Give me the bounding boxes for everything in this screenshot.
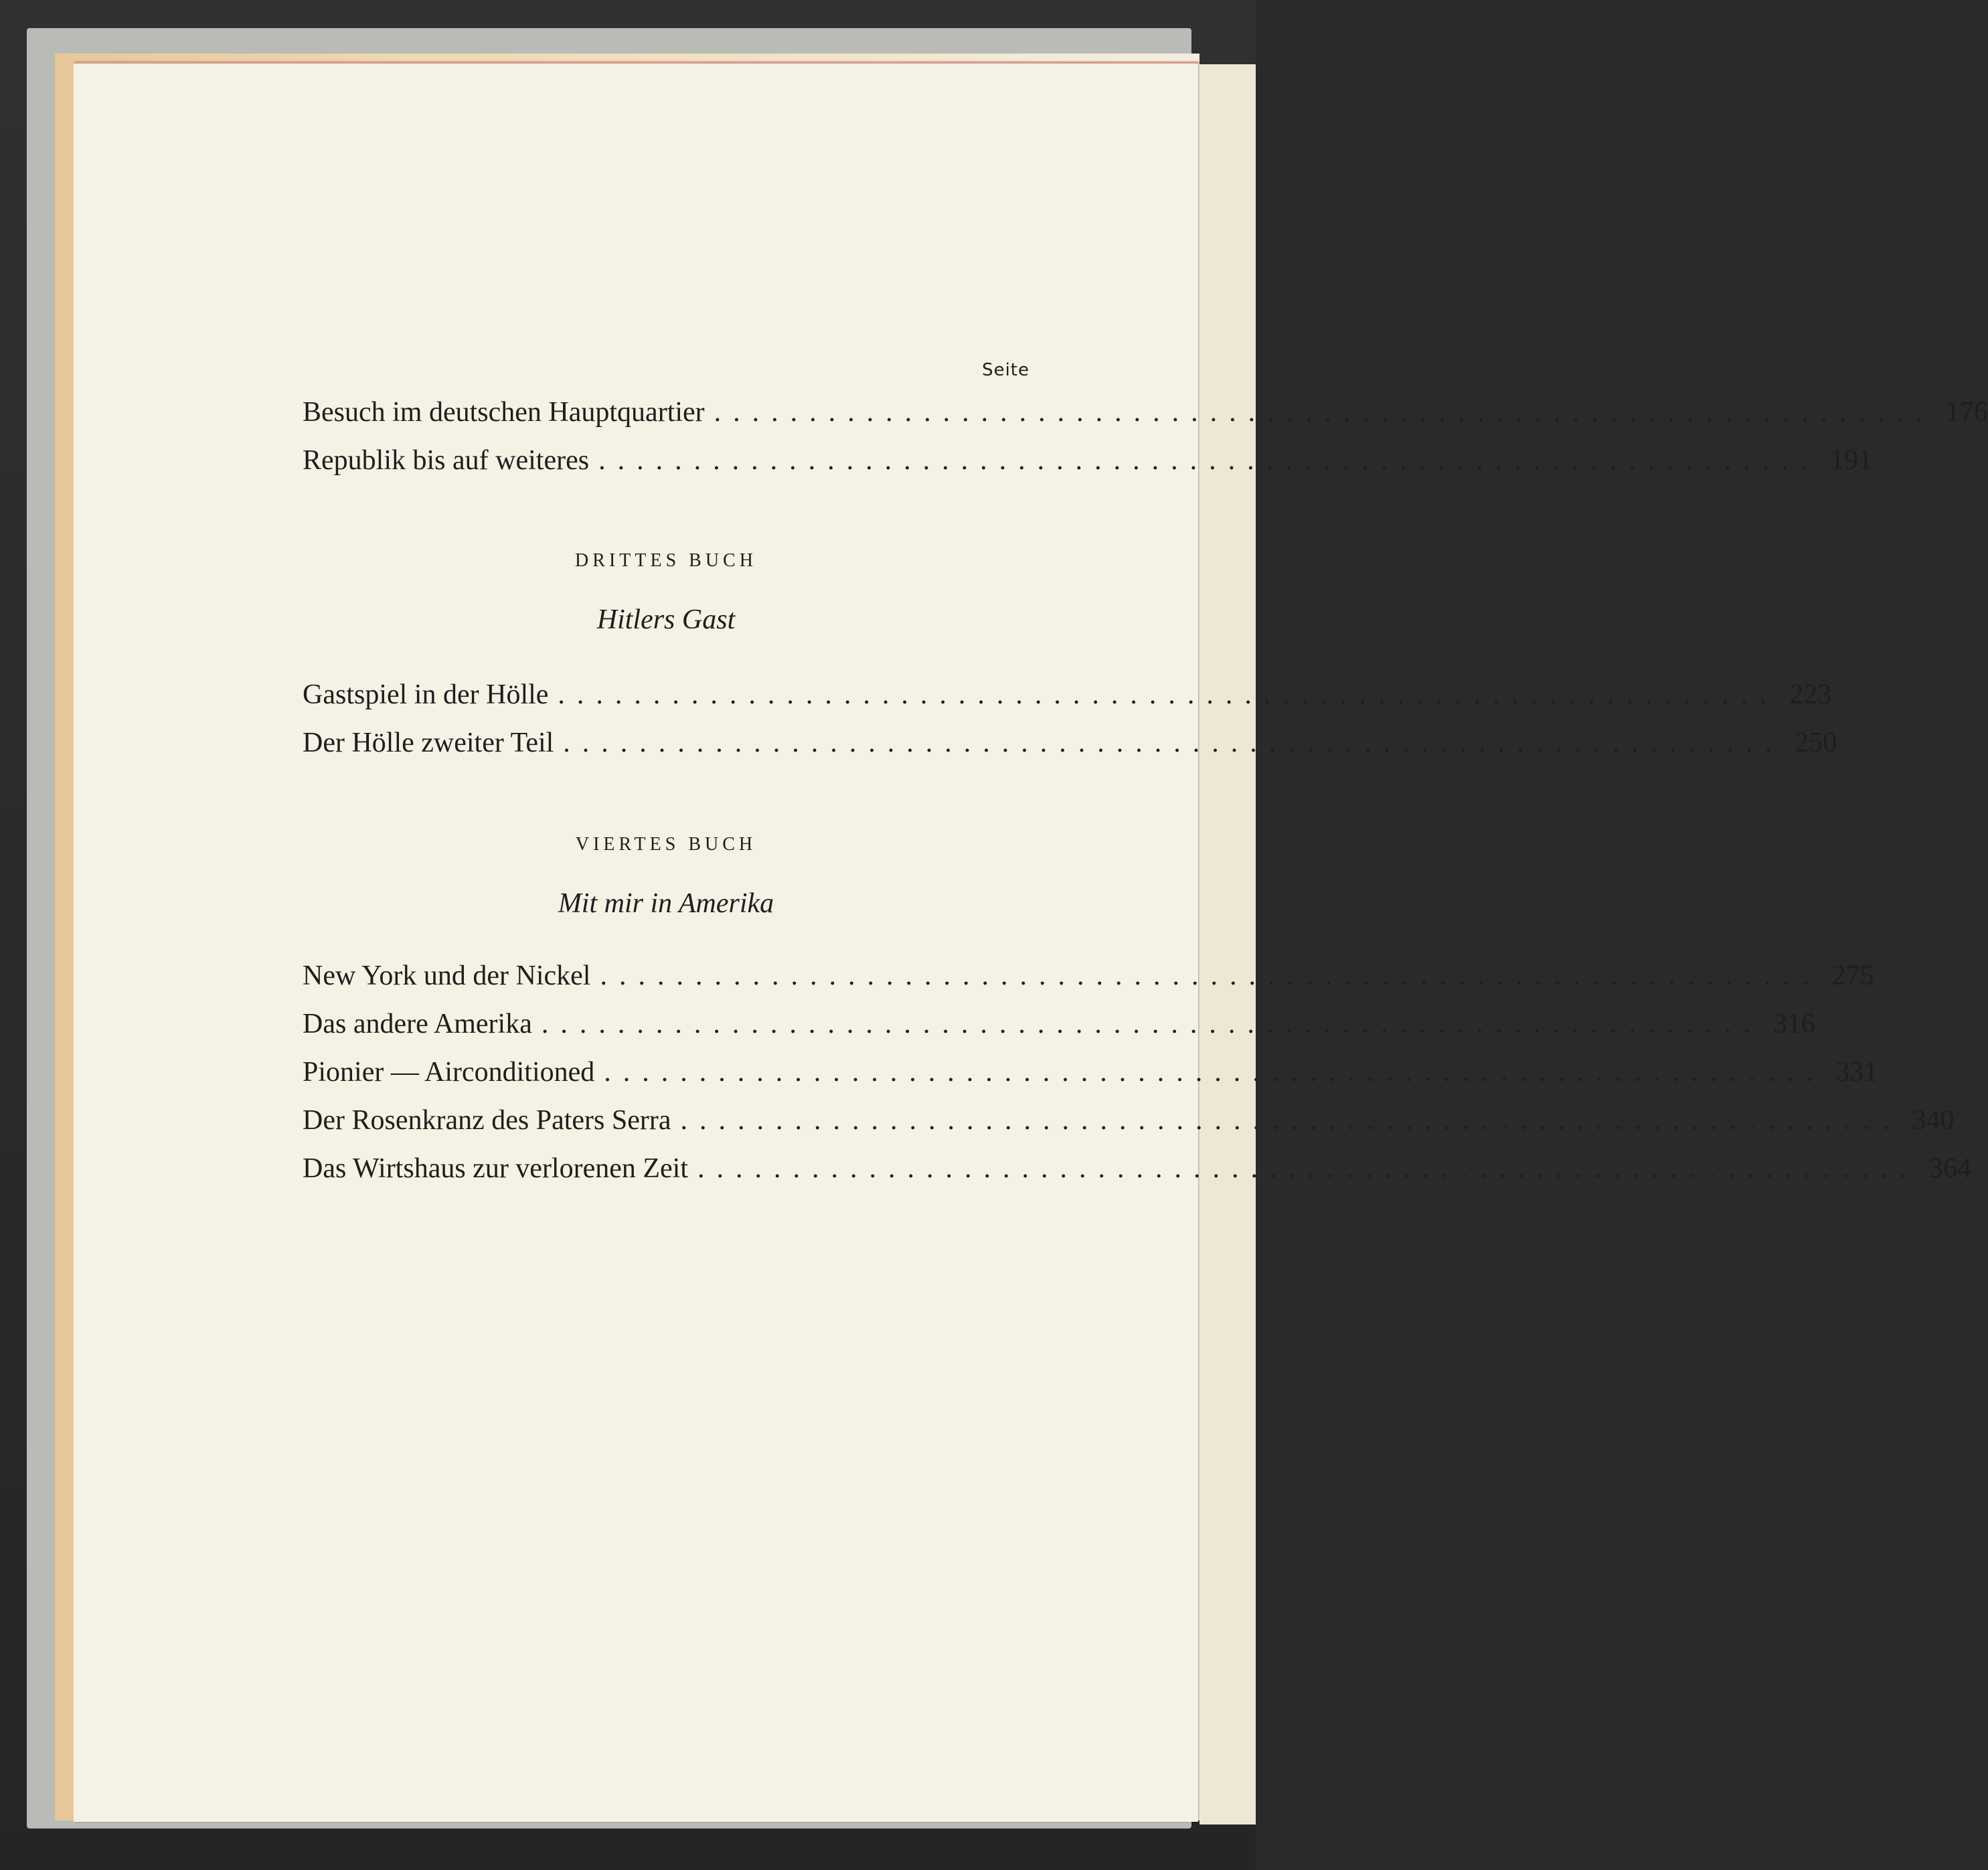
seite-column-label: Seite <box>982 360 1029 380</box>
toc-entry <box>303 1104 1955 1144</box>
toc-leader-dots: ................................................................ <box>600 960 1821 991</box>
toc-entry-page: 275 <box>1831 960 1874 991</box>
book-subtitle-dritte: Hitlers Gast <box>596 604 736 635</box>
toc-entry <box>303 444 1873 485</box>
toc-leader-dots: ................................................................ <box>598 445 1820 476</box>
toc-leader-dots: ................................................................ <box>697 1153 1919 1184</box>
toc-leader-dots: ................................................................ <box>541 1009 1762 1039</box>
toc-leader-dots: ................................................................ <box>714 397 1935 428</box>
toc-entry <box>303 1056 1878 1096</box>
toc-leader-dots: ................................................................ <box>680 1105 1902 1136</box>
toc-entry <box>303 727 1837 767</box>
toc-entry-title: Das Wirtshaus zur verlorenen Zeit <box>303 1153 689 1184</box>
toc-entry <box>303 1153 1972 1193</box>
toc-entry-page: 223 <box>1789 679 1832 710</box>
toc-entry <box>303 679 1832 719</box>
toc-entry-page: 316 <box>1772 1009 1815 1039</box>
book-heading-dritte: DRITTES BUCH <box>575 550 757 571</box>
toc-entry-title: Der Hölle zweiter Teil <box>303 728 554 758</box>
toc-leader-dots: ................................................................ <box>563 728 1785 758</box>
toc-entry-page: 250 <box>1795 728 1837 758</box>
book-subtitle-vierte: Mit mir in Amerika <box>558 888 774 919</box>
toc-entry-page: 364 <box>1929 1153 1972 1184</box>
toc-entry-title: Besuch im deutschen Hauptquartier <box>303 397 705 428</box>
toc-entry <box>303 960 1874 1000</box>
toc-leader-dots: ................................................................ <box>604 1057 1825 1088</box>
toc-entry-title: Das andere Amerika <box>303 1009 532 1039</box>
toc-leader-dots: ................................................................ <box>558 679 1779 710</box>
toc-entry-title: Der Rosenkranz des Paters Serra <box>303 1105 671 1136</box>
toc-entry-page: 340 <box>1912 1105 1955 1136</box>
toc-entry-title: Pionier — Airconditioned <box>303 1057 595 1088</box>
toc-entry-title: Republik bis auf weiteres <box>303 445 590 476</box>
toc-entry <box>303 1008 1815 1048</box>
toc-entry <box>303 396 1988 436</box>
toc-entry-title: New York und der Nickel <box>303 960 591 991</box>
book-heading-vierte: VIERTES BUCH <box>575 834 757 855</box>
toc-entry-page: 176 <box>1945 397 1988 428</box>
toc-entry-title: Gastspiel in der Hölle <box>303 679 549 710</box>
toc-entry-page: 331 <box>1835 1057 1878 1088</box>
toc-entry-page: 191 <box>1830 445 1873 476</box>
